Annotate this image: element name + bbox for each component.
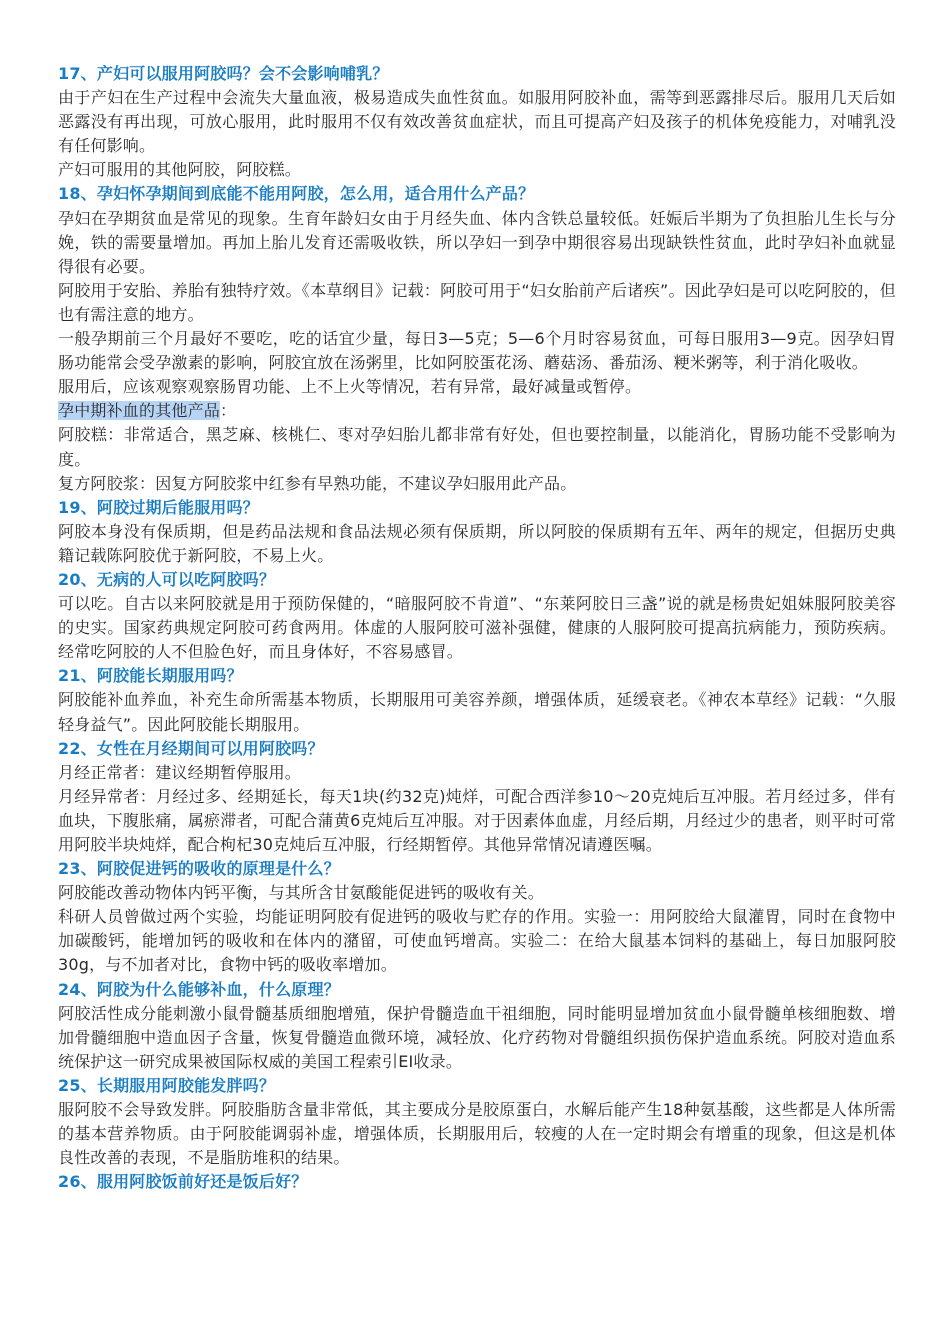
document-page bbox=[58, 62, 896, 1194]
question-heading-23: 23、阿胶促进钙的吸收的原理是什么？ bbox=[58, 859, 340, 879]
answer-paragraph: 由于产妇在生产过程中会流失大量血液，极易造成失血性贫血。如服用阿胶补血，需等到恶露排尽后。服用几天后如恶露没有再出现，可放心服用，此时服用不仅有效改善贫血症状，而且可提高产妇及孩子的机体免疫能力，对哺乳没有任何影响。 bbox=[58, 88, 896, 156]
question-heading-20: 20、无病的人可以吃阿胶吗？ bbox=[58, 569, 276, 589]
question-heading-18: 18、孕妇怀孕期间到底能不能用阿胶，怎么用，适合用什么产品？ bbox=[58, 184, 535, 204]
answer-paragraph: 可以吃。自古以来阿胶就是用于预防保健的，“暗服阿胶不肯道”、“东莱阿胶日三盏”说的就是杨贵妃姐妹服阿胶美容的史实。国家药典规定阿胶可药食两用。体虚的人服阿胶可滋补强健，健康的人服阿胶可提高抗病能力，预防疾病。经常吃阿胶的人不但脸色好，而且身体好，不容易感冒。 bbox=[58, 594, 896, 662]
answer-paragraph: 阿胶糕：非常适合，黑芝麻、核桃仁、枣对孕妇胎儿都非常有好处，但也要控制量，以能消化，胃肠功能不受影响为度。 bbox=[58, 425, 896, 469]
highlight-suffix: ： bbox=[220, 401, 237, 421]
question-heading-22: 22、女性在月经期间可以用阿胶吗？ bbox=[58, 738, 324, 758]
answer-paragraph: 阿胶本身没有保质期，但是药品法规和食品法规必须有保质期，所以阿胶的保质期有五年、两年的规定，但据历史典籍记载陈阿胶优于新阿胶，不易上火。 bbox=[58, 521, 896, 565]
answer-paragraph: 月经异常者：月经过多、经期延长，每天1块(约32克)炖烊，可配合西洋参10～20克炖后互冲服。若月经过多，伴有血块，下腹胀痛，属瘀滞者，可配合蒲黄6克炖后互冲服。对于因素体血虚，月经后期，月经过少的患者，则平时可常用阿胶半块炖烊，配合枸杞30克炖后互冲服，行经期暂停。其他异常情况请遵医嘱。 bbox=[58, 786, 896, 854]
answer-paragraph: 孕妇在孕期贫血是常见的现象。生育年龄妇女由于月经失血、体内含铁总量较低。妊娠后半期为了负担胎儿生长与分娩，铁的需要量增加。再加上胎儿发育还需吸收铁，所以孕妇一到孕中期很容易出现缺铁性贫血，此时孕妇补血就显得很有必要。 bbox=[58, 208, 896, 276]
question-heading-25: 25、长期服用阿胶能发胖吗？ bbox=[58, 1075, 276, 1095]
answer-paragraph: 服阿胶不会导致发胖。阿胶脂肪含量非常低，其主要成分是胶原蛋白，水解后能产生18种氨基酸，这些都是人体所需的基本营养物质。由于阿胶能调弱补虚，增强体质，长期服用后，较瘦的人在一定时期会有增重的现象，但这是机体良性改善的表现，不是脂肪堆积的结果。 bbox=[58, 1100, 896, 1168]
question-heading-26: 26、服用阿胶饭前好还是饭后好？ bbox=[58, 1172, 308, 1192]
question-heading-24: 24、阿胶为什么能够补血，什么原理？ bbox=[58, 979, 340, 999]
answer-paragraph: 科研人员曾做过两个实验，均能证明阿胶有促进钙的吸收与贮存的作用。实验一：用阿胶给大鼠灌胃，同时在食物中加碳酸钙，能增加钙的吸收和在体内的潴留，可使血钙增高。实验二：在给大鼠基本饲料的基础上，每日加服阿胶30g，与不加者对比，食物中钙的吸收率增加。 bbox=[58, 907, 896, 975]
answer-paragraph: 服用后，应该观察观察肠胃功能、上不上火等情况，若有异常，最好减量或暂停。 bbox=[58, 377, 642, 397]
answer-paragraph: 产妇可服用的其他阿胶，阿胶糕。 bbox=[58, 160, 302, 180]
highlighted-line bbox=[58, 399, 896, 423]
text-highlight[interactable]: 孕中期补血的其他产品 bbox=[58, 401, 221, 421]
answer-paragraph: 阿胶用于安胎、养胎有独特疗效。《本草纲目》记载：阿胶可用于“妇女胎前产后诸疾”。因此孕妇是可以吃阿胶的，但也有需注意的地方。 bbox=[58, 280, 896, 324]
answer-paragraph: 阿胶能改善动物体内钙平衡，与其所含甘氨酸能促进钙的吸收有关。 bbox=[58, 883, 545, 903]
question-heading-21: 21、阿胶能长期服用吗？ bbox=[58, 666, 243, 686]
answer-paragraph: 复方阿胶浆：因复方阿胶浆中红参有早熟功能，不建议孕妇服用此产品。 bbox=[58, 473, 577, 493]
question-heading-17: 17、产妇可以服用阿胶吗？会不会影响哺乳？ bbox=[58, 64, 389, 83]
answer-paragraph: 一般孕期前三个月最好不要吃，吃的话宜少量，每日3—5克；5—6个月时容易贫血，可每日服用3—9克。因孕妇胃肠功能常会受孕激素的影响，阿胶宜放在汤粥里，比如阿胶蛋花汤、蘑菇汤、番茄汤、粳米粥等，利于消化吸收。 bbox=[58, 329, 896, 373]
answer-paragraph: 阿胶能补血养血，补充生命所需基本物质，长期服用可美容养颜，增强体质，延缓衰老。《神农本草经》记载：“久服轻身益气”。因此阿胶能长期服用。 bbox=[58, 690, 896, 734]
answer-paragraph: 阿胶活性成分能刺激小鼠骨髓基质细胞增殖，保护骨髓造血干祖细胞，同时能明显增加贫血小鼠骨髓单核细胞数、增加骨髓细胞中造血因子含量，恢复骨髓造血微环境，减轻放、化疗药物对骨髓组织损伤保护造血系统。阿胶对造血系统保护这一研究成果被国际权威的美国工程索引EI收录。 bbox=[58, 1003, 896, 1071]
question-heading-19: 19、阿胶过期后能服用吗？ bbox=[58, 497, 259, 517]
answer-paragraph: 月经正常者：建议经期暂停服用。 bbox=[58, 762, 302, 782]
